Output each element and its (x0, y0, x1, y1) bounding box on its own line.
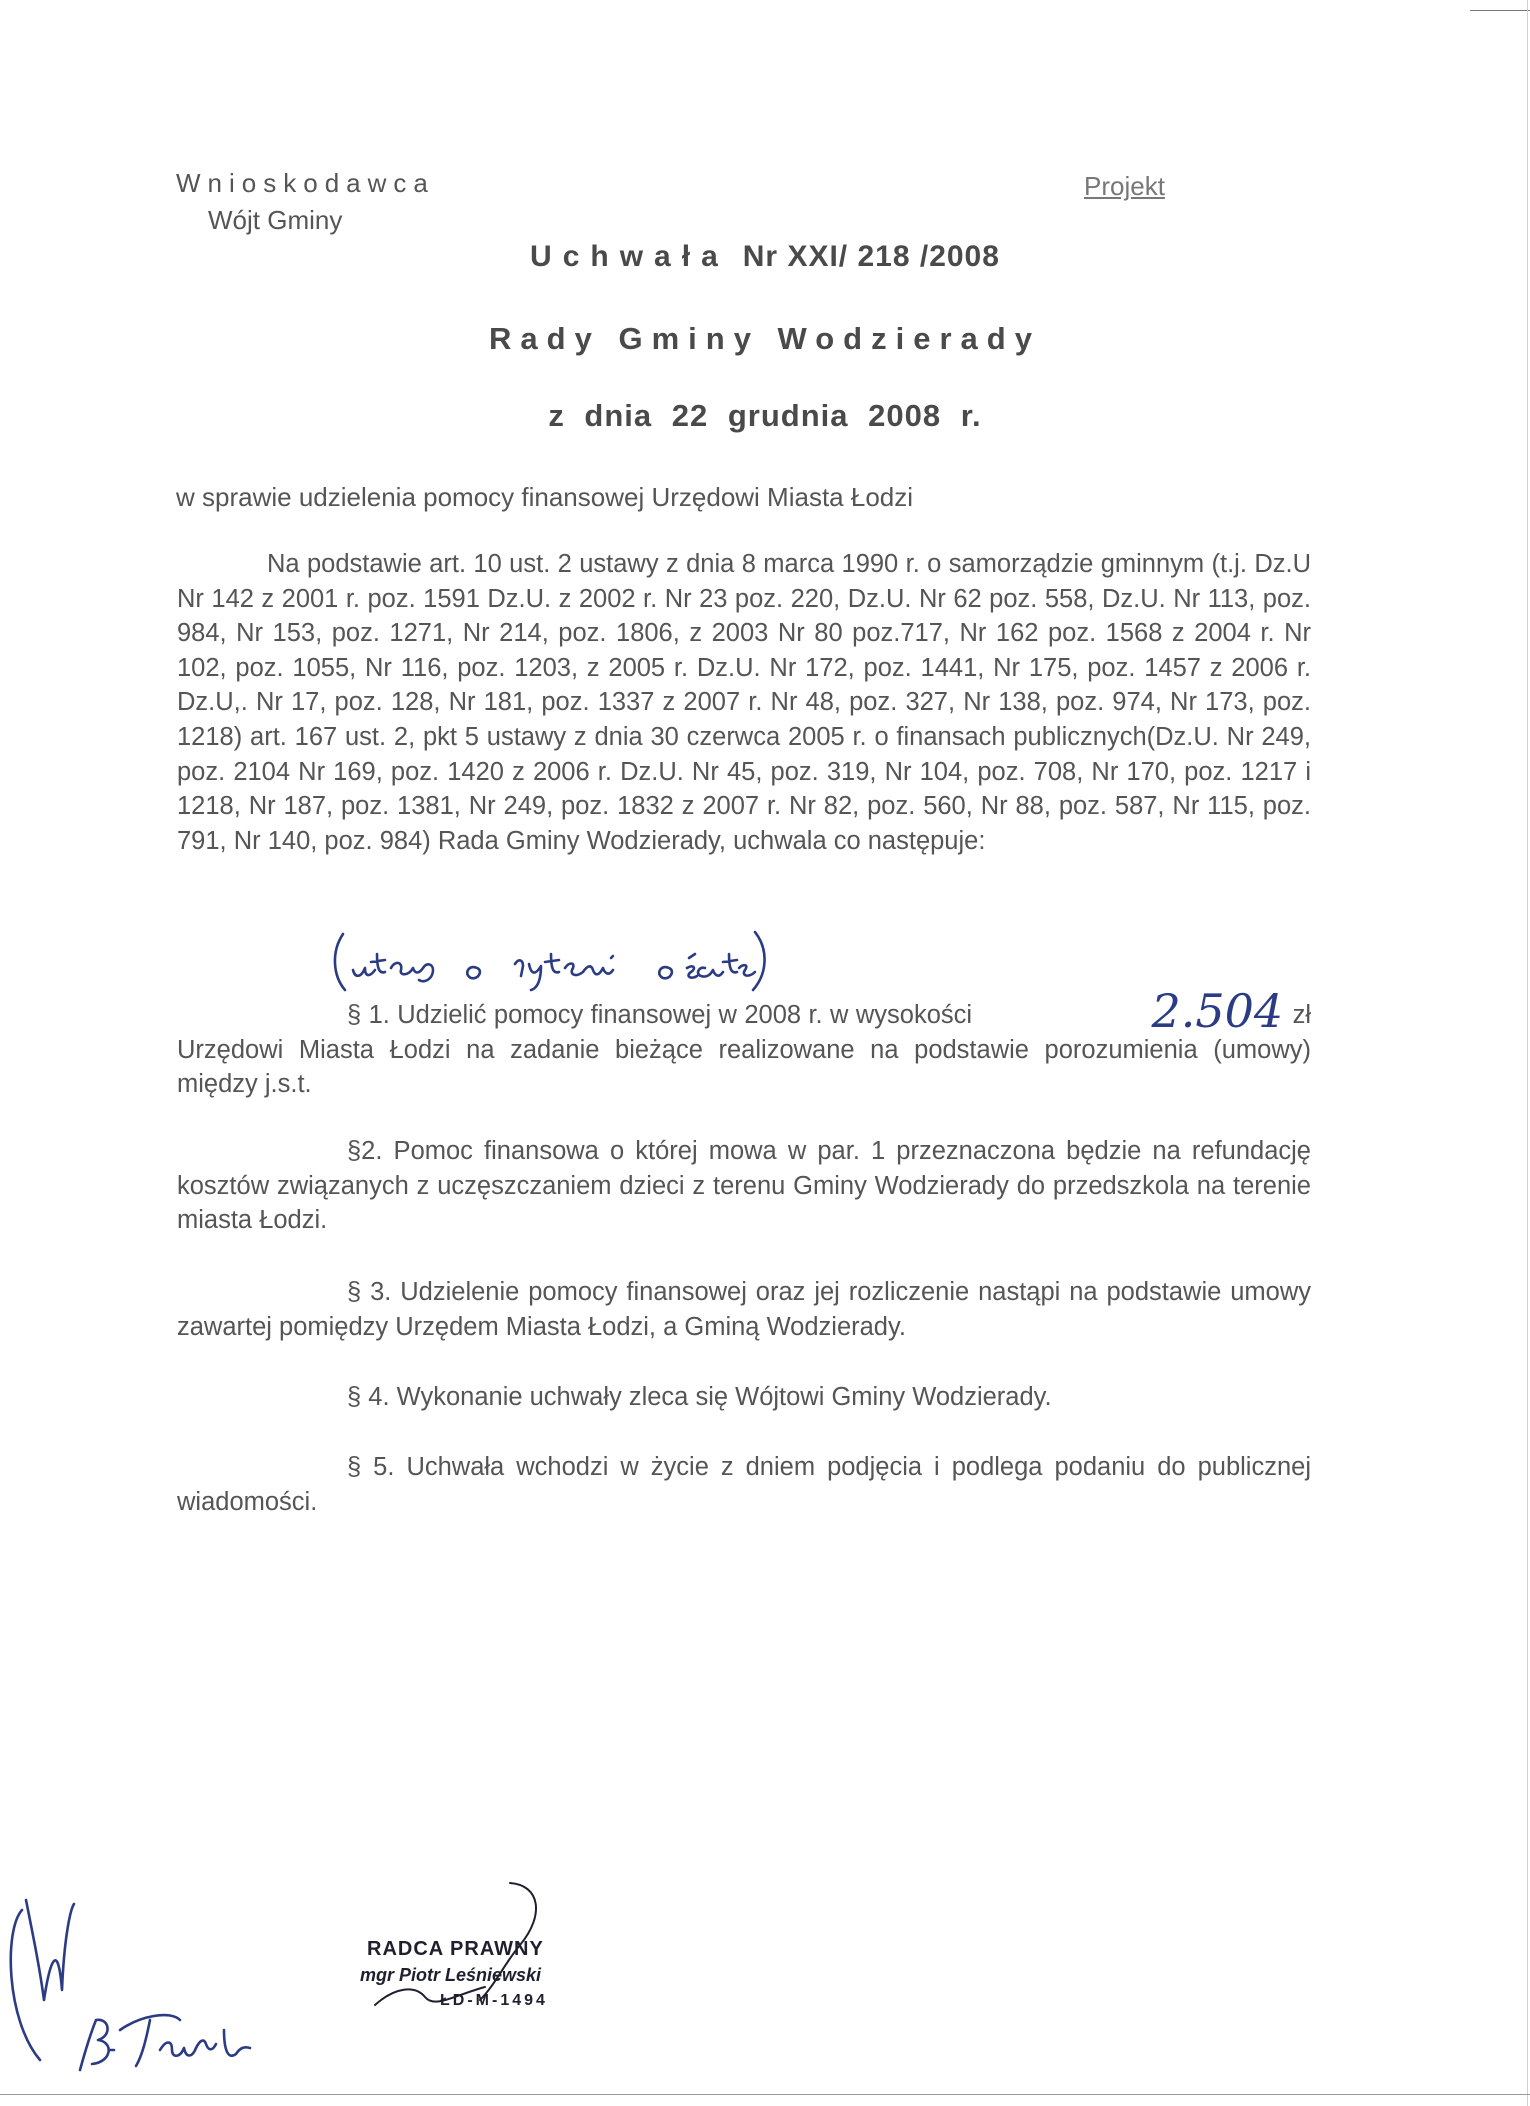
paragraph-1-text: § 1. Udzielić pomocy finansowej w 2008 r. w wysokości (347, 1001, 973, 1029)
project-label: Projekt (1084, 171, 1165, 201)
scan-edge-right (1527, 0, 1528, 2106)
paragraph-5: § 5. Uchwała wchodzi w życie z dniem podjęcia i podlega podaniu do publicznej wiadomości. (177, 1453, 1311, 1516)
council-name: Rady Gminy Wodzierady (489, 321, 1041, 356)
applicant-name: Wójt Gminy (208, 205, 343, 235)
paragraph-2: §2. Pomoc finansowa o której mowa w par. 1 przeznaczona będzie na refundację kosztów związanych z uczęszczaniem dzieci z terenu Gminy Wodzierady do przedszkola na terenie miasta Łodzi. (177, 1137, 1311, 1235)
resolution-number: Nr XXI/ 218 /2008 (742, 240, 1000, 273)
paragraph-3: § 3. Udzielenie pomocy finansowej oraz jej rozliczenie nastąpi na podstawie umowy zawartej pomiędzy Urzędem Miasta Łodzi, a Gminą Wodzierady. (177, 1278, 1311, 1341)
paragraph-1-rest: zł Urzędowi Miasta Łodzi na zadanie bieżące realizowane na podstawie porozumienia (umowy) między j.s.t. (177, 1001, 1311, 1099)
resolution-date: z dnia 22 grudnia 2008 r. (548, 398, 982, 433)
paragraph-1 (177, 984, 1311, 1102)
handwritten-note (325, 924, 885, 999)
svg-text:ŁD-M-1494: ŁD-M-1494 (440, 1992, 548, 2009)
legal-advisor-stamp (345, 1875, 645, 2015)
legal-basis-paragraph: Na podstawie art. 10 ust. 2 ustawy z dnia 8 marca 1990 r. o samorządzie gminnym (t.j. Dz.U Nr 142 z 2001 r. poz. 1591 Dz.U. z 2002 r. Nr 23 poz. 220, Dz.U. Nr 62 poz. 558, Dz.U. Nr 113, poz. 984, Nr 153, poz. 1271, Nr 214, poz. 1806, z 2003 Nr 80 poz.717, Nr 162 poz. 1568 z 2004 r. Nr 102, poz. 1055, Nr 116, poz. 1203, z 2005 r. Dz.U. Nr 172, poz. 1441, Nr 175, poz. 1457 z 2006 r. Dz.U,. Nr 17, poz. 128, Nr 181, poz. 1337 z 2007 r. Nr 48, poz. 327, Nr 138, poz. 974, Nr 173, poz. 1218) art. 167 ust. 2, pkt 5 ustawy z dnia 30 czerwca 2005 r. o finansach publicznych(Dz.U. Nr 249, poz. 2104 Nr 169, poz. 1420 z 2006 r. Dz.U. Nr 45, poz. 319, Nr 104, poz. 708, Nr 170, poz. 1217 i 1218, Nr 187, poz. 1381, Nr 249, poz. 1832 z 2007 r. Nr 82, poz. 560, Nr 88, poz. 587, Nr 115, poz. 791, Nr 140, poz. 984) Rada Gminy Wodzierady, uchwala co następuje: (177, 550, 1311, 855)
svg-text:mgr Piotr Leśniewski: mgr Piotr Leśniewski (360, 1965, 542, 1985)
resolution-title (0, 240, 1530, 274)
resolution-subject: w sprawie udzielenia pomocy finansowej Urzędowi Miasta Łodzi (176, 482, 914, 512)
applicant-label: Wnioskodawca (176, 168, 435, 198)
resolution-word: Uchwała (530, 240, 729, 273)
scan-edge-bottom (0, 2094, 1530, 2095)
signature-left (0, 1880, 300, 2080)
svg-text:RADCA PRAWNY: RADCA PRAWNY (367, 1938, 544, 1960)
scan-edge-top (1470, 10, 1530, 11)
handwritten-amount: 2.504 (1151, 984, 1284, 1038)
paragraph-4: § 4. Wykonanie uchwały zleca się Wójtowi Gminy Wodzierady. (347, 1383, 1052, 1411)
